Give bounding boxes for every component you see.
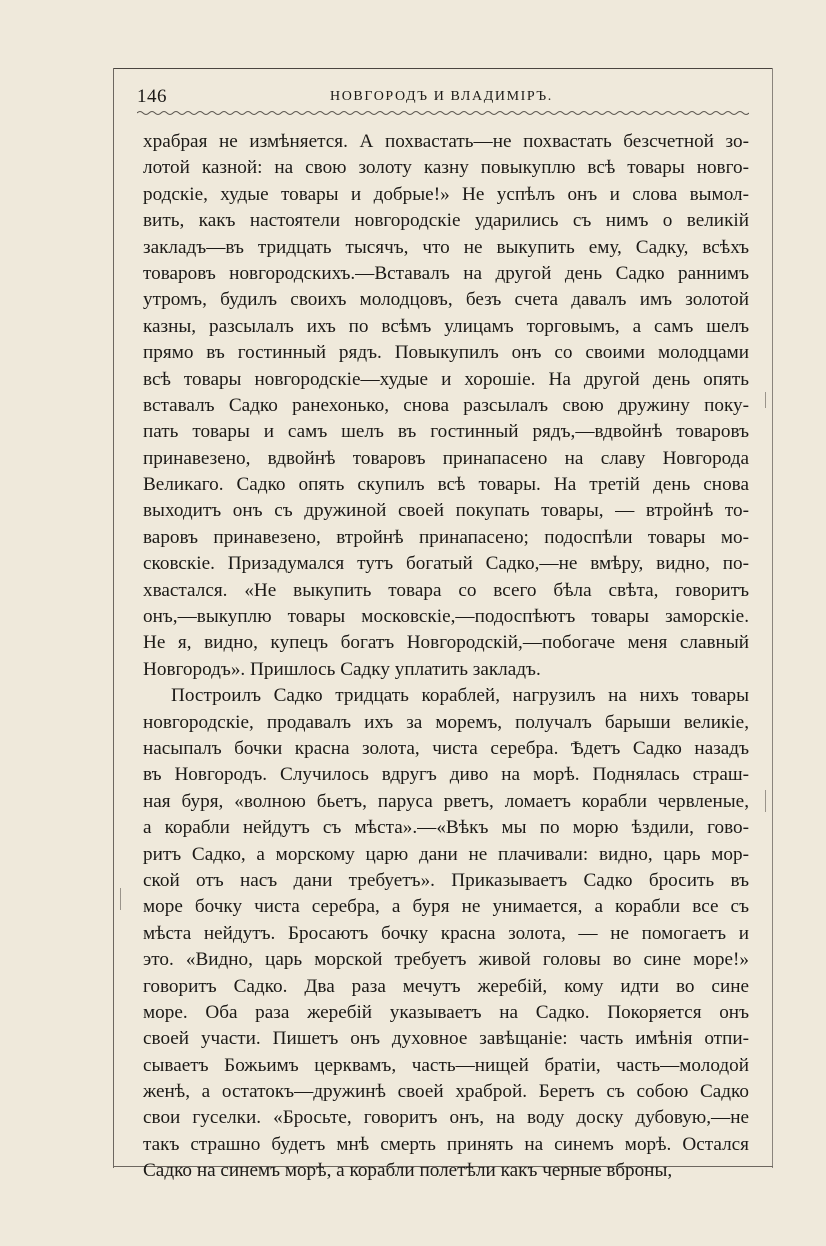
text-line: Новгородъ». Пришлось Садку уплатить закладъ. <box>143 658 541 680</box>
wavy-line-ornament-icon <box>137 108 749 118</box>
margin-speck <box>765 790 766 812</box>
text-line: Великаго. Садко опять скупилъ всѣ товары. На третій день снова <box>143 474 749 496</box>
text-line: утромъ, будилъ своихъ молодцовъ, безъ счета давалъ имъ золотой <box>143 289 749 311</box>
text-line: сковскіе. Призадумался тутъ богатый Садко,—не вмѣру, видно, по- <box>143 553 749 575</box>
text-line: хвастался. «Не выкупить товара со всего бѣла свѣта, говоритъ <box>143 579 749 601</box>
text-line: море бочку чиста серебра, а буря не унимается, а корабли все съ <box>143 896 749 918</box>
text-line: такъ страшно будетъ мнѣ смерть принять на синемъ морѣ. Остался <box>143 1133 749 1155</box>
text-line: говоритъ Садко. Два раза мечутъ жеребій, кому идти во сине <box>143 975 749 997</box>
page-frame-right-rule <box>772 68 773 1168</box>
text-line: а корабли нейдутъ съ мѣста».—«Вѣкъ мы по морю ѣздили, гово- <box>143 817 749 839</box>
page-number: 146 <box>137 86 167 107</box>
text-line: онъ,—выкуплю товары московскіе,—подоспѣютъ товары заморскіе. <box>143 606 749 628</box>
text-line: ской отъ насъ дани требуетъ». Приказываетъ Садко бросить въ <box>143 869 749 891</box>
text-line: новгородскіе, продавалъ ихъ за моремъ, получалъ барыши великіе, <box>143 711 749 733</box>
text-line: своей участи. Пишетъ онъ духовное завѣщаніе: часть имѣнія отпи- <box>143 1028 749 1050</box>
text-line: варовъ принавезено, втройнѣ принапасено; подоспѣли товары мо- <box>143 526 749 548</box>
margin-speck <box>765 392 766 408</box>
text-line: вставалъ Садко ранехонько, снова разсылалъ свою дружину поку- <box>143 394 749 416</box>
text-line: закладъ—въ тридцать тысячъ, что не выкупить ему, Садку, всѣхъ <box>143 236 749 258</box>
text-line: Не я, видно, купецъ богатъ Новгородскій,—побогаче меня славный <box>143 632 749 654</box>
text-line: пать товары и самъ шелъ въ гостинный рядъ,—вдвойнѣ товаровъ <box>143 421 749 443</box>
text-line: выходитъ онъ съ дружиной своей покупать товары, — втройнѣ то- <box>143 500 749 522</box>
text-line: родскіе, худые товары и добрые!» Не успѣлъ онъ и слова вымол- <box>143 183 749 205</box>
text-line: это. «Видно, царь морской требуетъ живой головы во сине море!» <box>143 949 749 971</box>
text-line: лотой казной: на свою золоту казну повыкуплю всѣ товары новго- <box>143 157 749 179</box>
text-line: принавезено, вдвойнѣ товаровъ принапасено на славу Новгорода <box>143 447 749 469</box>
text-line: мѣста нейдутъ. Бросаютъ бочку красна золота, — не помогаетъ и <box>143 922 749 944</box>
page-frame-left-rule <box>113 68 114 1168</box>
text-line: храбрая не измѣняется. А похвастать—не похвастать безсчетной зо- <box>143 131 749 152</box>
text-line: ная буря, «волною бьетъ, паруса рветъ, ломаетъ корабли червленые, <box>143 790 749 812</box>
text-line: казны, разсылалъ ихъ по всѣмъ улицамъ торговымъ, а самъ шелъ <box>143 315 749 337</box>
text-line: сываетъ Божьимъ церквамъ, часть—нищей братіи, часть—молодой <box>143 1054 749 1076</box>
running-title: НОВГОРОДЪ И ВЛАДИМІРЪ. <box>330 89 553 104</box>
page-header <box>137 86 757 110</box>
text-line: море. Оба раза жеребій указываетъ на Садко. Покоряется онъ <box>143 1001 749 1023</box>
page-frame-top-rule <box>113 68 773 69</box>
text-line: насыпалъ бочки красна золота, чиста серебра. Ѣдетъ Садко назадъ <box>143 737 749 759</box>
margin-speck <box>120 888 121 910</box>
text-line: женѣ, а остатокъ—дружинѣ своей храброй. Беретъ съ собою Садко <box>143 1081 749 1103</box>
text-line: прямо въ гостинный рядъ. Повыкупилъ онъ со своими молодцами <box>143 342 749 364</box>
text-line: въ Новгородъ. Случилось вдругъ диво на морѣ. Поднялась страш- <box>143 764 749 786</box>
text-line: ритъ Садко, а морскому царю дани не плачивали: видно, царь мор- <box>143 843 749 865</box>
text-line: вить, какъ настоятели новгородскіе ударились съ нимъ о великій <box>143 210 749 232</box>
text-line: всѣ товары новгородскіе—худые и хорошіе. На другой день опять <box>143 368 749 390</box>
text-line: Построилъ Садко тридцать кораблей, нагрузилъ на нихъ товары <box>171 685 749 707</box>
text-line: товаровъ новгородскихъ.—Вставалъ на другой день Садко раннимъ <box>143 262 749 284</box>
text-line: Садко на синемъ морѣ, а корабли полетѣли какъ черные вброны, <box>143 1160 673 1182</box>
body-text <box>143 129 749 1185</box>
text-line: свои гуселки. «Бросьте, говоритъ онъ, на воду доску дубовую,—не <box>143 1107 749 1129</box>
